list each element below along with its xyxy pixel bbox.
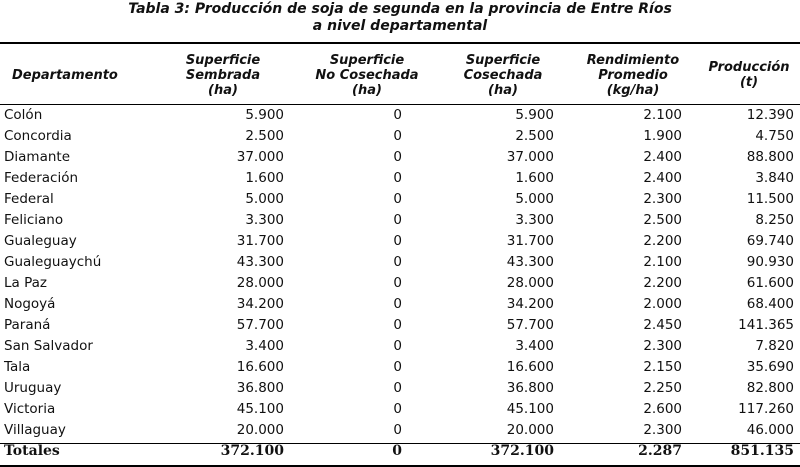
cell-no-cosechada: 0 — [393, 400, 402, 417]
soy-production-table — [0, 46, 800, 462]
table-title-line-1: Tabla 3: Producción de soja de segunda en la provincia de Entre Ríos — [128, 1, 672, 17]
cell-rendimiento: 2.300 — [643, 190, 682, 207]
cell-sembrada: 20.000 — [236, 421, 284, 438]
table-row — [0, 251, 800, 272]
cell-cosechada: 43.300 — [506, 253, 554, 270]
cell-rendimiento: 2.200 — [643, 232, 682, 249]
cell-sembrada: 43.300 — [236, 253, 284, 270]
cell-cosechada: 34.200 — [506, 295, 554, 312]
cell-cosechada: 2.500 — [515, 127, 554, 144]
cell-no-cosechada: 0 — [393, 379, 402, 396]
cell-produccion: 69.740 — [746, 232, 794, 249]
table-row — [0, 314, 800, 335]
table-row — [0, 356, 800, 377]
cell-produccion: 82.800 — [746, 379, 794, 396]
cell-departamento: Uruguay — [4, 379, 62, 396]
cell-cosechada: 3.300 — [515, 211, 554, 228]
cell-departamento: Tala — [4, 358, 31, 375]
cell-no-cosechada: 0 — [393, 127, 402, 144]
total-sembrada: 372.100 — [220, 443, 284, 459]
table-row — [0, 209, 800, 230]
table-row — [0, 419, 800, 440]
cell-produccion: 141.365 — [738, 316, 794, 333]
cell-no-cosechada: 0 — [393, 148, 402, 165]
cell-rendimiento: 2.100 — [643, 253, 682, 270]
cell-cosechada: 16.600 — [506, 358, 554, 375]
cell-sembrada: 16.600 — [236, 358, 284, 375]
table-row — [0, 272, 800, 293]
total-cosechada: 372.100 — [490, 443, 554, 459]
total-rendimiento: 2.287 — [638, 443, 682, 459]
cell-sembrada: 5.900 — [245, 106, 284, 123]
header-rendimiento-promedio: Rendimiento Promedio (kg/ha) — [586, 52, 680, 98]
cell-rendimiento: 1.900 — [643, 127, 682, 144]
cell-departamento: Paraná — [4, 316, 51, 333]
total-no-cosechada: 0 — [392, 443, 402, 459]
header-superficie-no-cosechada: Superficie No Cosechada (ha) — [315, 52, 419, 98]
cell-departamento: Federal — [4, 190, 54, 207]
cell-produccion: 68.400 — [746, 295, 794, 312]
cell-rendimiento: 2.400 — [643, 169, 682, 186]
table-row — [0, 335, 800, 356]
totals-row — [0, 440, 800, 462]
cell-no-cosechada: 0 — [393, 106, 402, 123]
cell-sembrada: 36.800 — [236, 379, 284, 396]
cell-produccion: 7.820 — [755, 337, 794, 354]
cell-departamento: Nogoyá — [4, 295, 56, 312]
cell-no-cosechada: 0 — [393, 358, 402, 375]
cell-cosechada: 5.000 — [515, 190, 554, 207]
cell-cosechada: 45.100 — [506, 400, 554, 417]
cell-sembrada: 3.300 — [245, 211, 284, 228]
cell-cosechada: 20.000 — [506, 421, 554, 438]
cell-rendimiento: 2.600 — [643, 400, 682, 417]
header-row — [0, 46, 800, 104]
table-row — [0, 104, 800, 125]
cell-rendimiento: 2.400 — [643, 148, 682, 165]
table-row — [0, 188, 800, 209]
cell-produccion: 90.930 — [746, 253, 794, 270]
cell-rendimiento: 2.450 — [643, 316, 682, 333]
cell-cosechada: 37.000 — [506, 148, 554, 165]
cell-produccion: 61.600 — [746, 274, 794, 291]
header-departamento: Departamento — [12, 67, 118, 83]
cell-cosechada: 57.700 — [506, 316, 554, 333]
cell-departamento: La Paz — [4, 274, 47, 291]
cell-departamento: Victoria — [4, 400, 56, 417]
table-row — [0, 230, 800, 251]
cell-produccion: 4.750 — [755, 127, 794, 144]
cell-sembrada: 28.000 — [236, 274, 284, 291]
cell-no-cosechada: 0 — [393, 421, 402, 438]
cell-departamento: Gualeguay — [4, 232, 77, 249]
cell-produccion: 88.800 — [746, 148, 794, 165]
header-superficie-sembrada: Superficie Sembrada (ha) — [185, 52, 261, 98]
cell-sembrada: 31.700 — [236, 232, 284, 249]
cell-cosechada: 28.000 — [506, 274, 554, 291]
table-caption — [0, 1, 800, 35]
cell-departamento: Villaguay — [4, 421, 66, 438]
cell-no-cosechada: 0 — [393, 169, 402, 186]
table-row — [0, 167, 800, 188]
cell-cosechada: 31.700 — [506, 232, 554, 249]
cell-no-cosechada: 0 — [393, 232, 402, 249]
cell-sembrada: 5.000 — [245, 190, 284, 207]
cell-rendimiento: 2.300 — [643, 421, 682, 438]
cell-no-cosechada: 0 — [393, 274, 402, 291]
cell-produccion: 8.250 — [755, 211, 794, 228]
cell-cosechada: 3.400 — [515, 337, 554, 354]
cell-cosechada: 5.900 — [515, 106, 554, 123]
table-row — [0, 398, 800, 419]
cell-sembrada: 34.200 — [236, 295, 284, 312]
top-rule — [0, 42, 800, 44]
cell-produccion: 3.840 — [755, 169, 794, 186]
cell-departamento: Concordia — [4, 127, 72, 144]
cell-rendimiento: 2.250 — [643, 379, 682, 396]
cell-departamento: Federación — [4, 169, 79, 186]
cell-no-cosechada: 0 — [393, 211, 402, 228]
cell-departamento: San Salvador — [4, 337, 93, 354]
cell-produccion: 35.690 — [746, 358, 794, 375]
cell-sembrada: 2.500 — [245, 127, 284, 144]
cell-rendimiento: 2.100 — [643, 106, 682, 123]
cell-sembrada: 37.000 — [236, 148, 284, 165]
cell-no-cosechada: 0 — [393, 253, 402, 270]
cell-no-cosechada: 0 — [393, 295, 402, 312]
totals-label: Totales — [4, 443, 60, 459]
table-row — [0, 293, 800, 314]
cell-departamento: Feliciano — [4, 211, 64, 228]
table-row — [0, 146, 800, 167]
table-row — [0, 377, 800, 398]
cell-no-cosechada: 0 — [393, 337, 402, 354]
cell-cosechada: 1.600 — [515, 169, 554, 186]
cell-rendimiento: 2.150 — [643, 358, 682, 375]
cell-sembrada: 45.100 — [236, 400, 284, 417]
cell-departamento: Gualeguaychú — [4, 253, 102, 270]
total-produccion: 851.135 — [730, 443, 794, 459]
header-produccion: Producción (t) — [708, 60, 790, 90]
cell-departamento: Colón — [4, 106, 43, 123]
cell-produccion: 11.500 — [746, 190, 794, 207]
cell-rendimiento: 2.000 — [643, 295, 682, 312]
cell-rendimiento: 2.300 — [643, 337, 682, 354]
cell-sembrada: 3.400 — [245, 337, 284, 354]
cell-rendimiento: 2.500 — [643, 211, 682, 228]
cell-no-cosechada: 0 — [393, 316, 402, 333]
cell-produccion: 117.260 — [738, 400, 794, 417]
cell-departamento: Diamante — [4, 148, 70, 165]
header-superficie-cosechada: Superficie Cosechada (ha) — [463, 52, 543, 98]
cell-sembrada: 57.700 — [236, 316, 284, 333]
cell-produccion: 46.000 — [746, 421, 794, 438]
table-row — [0, 125, 800, 146]
cell-sembrada: 1.600 — [245, 169, 284, 186]
cell-no-cosechada: 0 — [393, 190, 402, 207]
cell-cosechada: 36.800 — [506, 379, 554, 396]
cell-rendimiento: 2.200 — [643, 274, 682, 291]
table-title-line-2: a nivel departamental — [312, 18, 488, 34]
cell-produccion: 12.390 — [746, 106, 794, 123]
